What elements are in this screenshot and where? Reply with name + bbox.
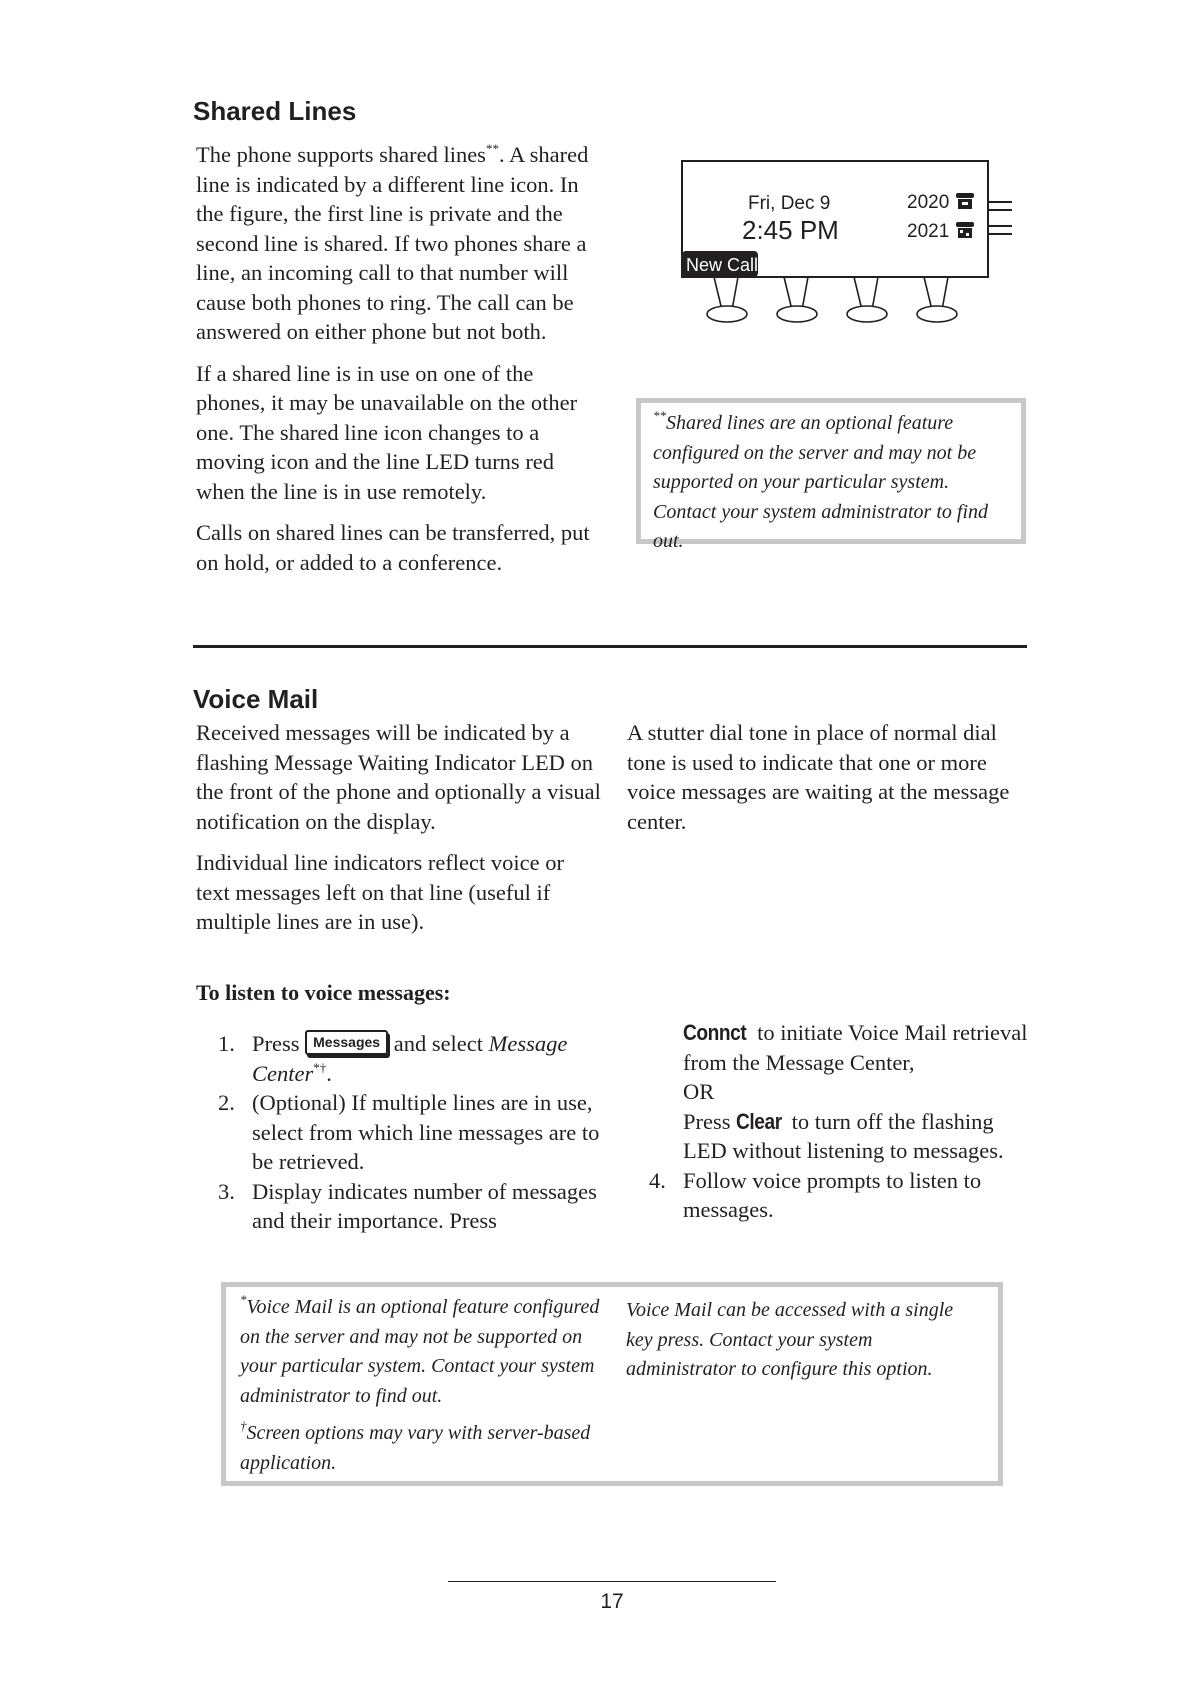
screen-options-note: †Screen options may vary with server-based application. [240, 1418, 591, 1474]
voice-mail-right-text [627, 718, 1027, 848]
shared-line-phone-icon [956, 222, 974, 238]
page-number: 17 [600, 1590, 624, 1613]
clear-softkey: Clear [736, 1108, 782, 1134]
shared-lines-heading: Shared Lines [193, 96, 357, 126]
steps-list-left [196, 1029, 601, 1236]
shared-lines-note-box [636, 398, 1026, 552]
softkey-buttons [707, 277, 957, 322]
step-3: 3. Display indicates number of messages and their importance. Press [218, 1178, 597, 1233]
phone-display-illustration [680, 160, 1020, 330]
step-3-continued: Connct to initiate Voice Mail retrieval from the Message Center, OR Press Clear to turn off the flashing LED without listening to messages. [683, 1020, 1028, 1163]
display-line-1-number: 2020 [907, 192, 950, 213]
connct-softkey: Connct [683, 1020, 747, 1045]
display-time: 2:45 PM [742, 215, 839, 245]
section-divider [193, 645, 1027, 648]
step-4: 4. Follow voice prompts to listen to messages. [649, 1167, 982, 1222]
voice-mail-availability-note: *Voice Mail is an optional feature configured on the server and may not be supported on your particular system. Contact your system administrator to find out. [240, 1292, 600, 1407]
softkey-button-2 [777, 277, 817, 322]
line-led-indicator-1 [988, 202, 1012, 210]
shared-lines-text [196, 140, 596, 589]
voice-mail-paragraph-1: Received messages will be indicated by a flashing Message Waiting Indicator LED on the front of the phone and optionally a visual notification on the display. [196, 720, 601, 834]
softkey-button-1 [707, 277, 747, 322]
display-date: Fri, Dec 9 [748, 193, 831, 214]
shared-lines-paragraph-3: Calls on shared lines can be transferred, put on hold, or added to a conference. [196, 520, 590, 575]
steps-title: To listen to voice messages: [196, 980, 451, 1005]
voice-mail-note-right [626, 1296, 966, 1393]
messages-key: Messages [305, 1030, 388, 1055]
footer-rule [448, 1581, 776, 1582]
voice-mail-note-box [221, 1282, 1003, 1486]
voice-mail-note-left [240, 1293, 600, 1486]
softkey-button-3 [847, 277, 887, 322]
softkey-button-4 [917, 277, 957, 322]
shared-lines-paragraph-2: If a shared line is in use on one of the phones, it may be unavailable on the other one. The shared line icon changes to a moving icon and the line LED turns red when the line is in use remotely. [196, 360, 578, 504]
line-led-indicator-2 [988, 226, 1012, 234]
display-line-2-number: 2021 [907, 221, 950, 242]
step-1: 1. Press Messages and select Message Center*†. [218, 1031, 568, 1086]
phone-display-figure [680, 160, 1020, 330]
voice-mail-paragraph-2: Individual line indicators reflect voice or text messages left on that line (useful if multiple lines are in use). [196, 850, 564, 934]
private-line-phone-icon [956, 193, 974, 209]
voice-mail-heading: Voice Mail [193, 684, 319, 714]
new-call-softkey-label: New Call [686, 255, 759, 275]
steps-list-right [627, 1018, 1032, 1225]
voice-mail-left-text [196, 718, 601, 949]
shared-lines-note: **Shared lines are an optional feature configured on the server and may not be supported on your particular system. Contact your system administrator to find out. [653, 408, 988, 552]
step-2: 2. (Optional) If multiple lines are in use, select from which line messages are to be retrieved. [218, 1090, 600, 1174]
single-key-note: Voice Mail can be accessed with a single key press. Contact your system administrator to configure this option. [626, 1299, 954, 1380]
shared-lines-paragraph-1: The phone supports shared lines**. A shared line is indicated by a different line icon. In the figure, the first line is private and the second line is shared. If two phones share a line, an incoming call to that number will cause both phones to ring. The call can be answered on either phone but not both. [196, 141, 589, 344]
voice-mail-paragraph-3: A stutter dial tone in place of normal dial tone is used to indicate that one or more voice messages are waiting at the message center. [627, 720, 1010, 834]
